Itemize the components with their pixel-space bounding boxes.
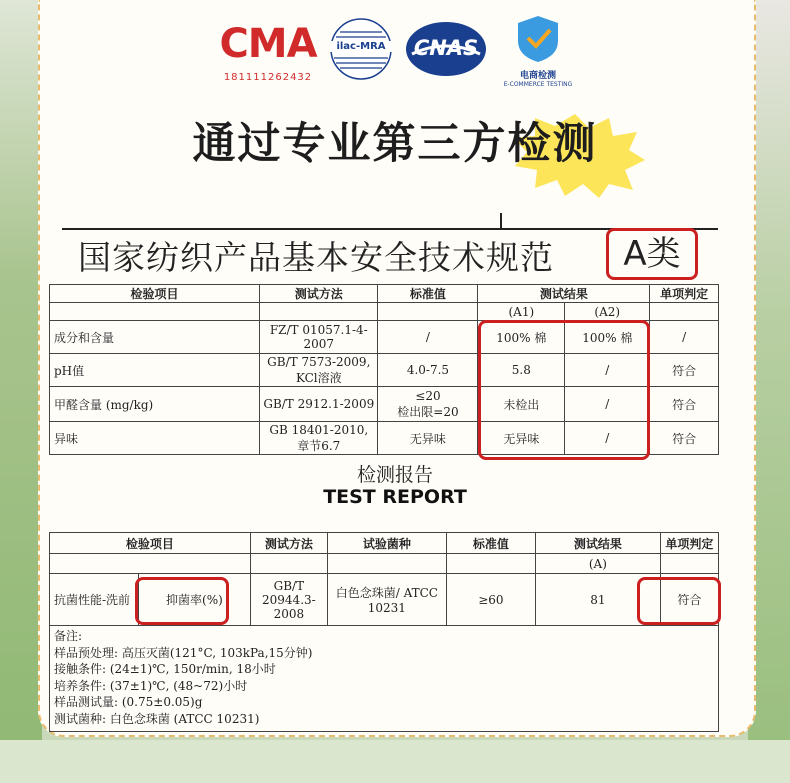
t1-item: pH值	[50, 354, 260, 387]
ecommerce-en-text: E-COMMERCE TESTING	[503, 81, 573, 88]
t1-sub-a1: (A1)	[478, 303, 565, 321]
cma-number: 181111262432	[223, 72, 313, 83]
t1-a1: 100% 棉	[478, 321, 565, 354]
t2-sub-item: 抑菌率(%)	[139, 574, 251, 626]
results-highlight	[478, 320, 650, 460]
note-line: 培养条件: (37±1)℃, (48~72)小时	[54, 678, 248, 693]
headline-text: 通过专业第三方检测	[192, 119, 598, 169]
t2-standard: ≥60	[446, 574, 535, 626]
t1-standard: /	[378, 321, 478, 354]
note-line: 备注:	[54, 629, 83, 643]
t2-header-method: 测试方法	[250, 533, 327, 554]
t2-header-standard: 标准值	[446, 533, 535, 554]
t1-a2: /	[565, 422, 650, 455]
t2-method: GB/T 20944.3-2008	[250, 574, 327, 626]
bottom-background	[0, 740, 790, 783]
t1-header-item: 检验项目	[50, 285, 260, 303]
t1-standard: 无异味	[378, 422, 478, 455]
t1-sub-a2: (A2)	[565, 303, 650, 321]
report-notes	[49, 626, 719, 732]
standard-title: 国家纺织产品基本安全技术规范	[78, 238, 554, 277]
t1-header-method: 测试方法	[260, 285, 378, 303]
t1-a1: 未检出	[478, 387, 565, 422]
verdict-highlight	[637, 577, 721, 625]
cma-mark: CMA	[219, 21, 317, 67]
t1-verdict: 符合	[650, 354, 719, 387]
cnas-logo	[404, 20, 488, 78]
certification-logos	[0, 14, 790, 94]
t1-standard: 4.0-7.5	[378, 354, 478, 387]
t1-standard-note: 检出限=20	[397, 404, 459, 419]
t1-a2: /	[565, 387, 650, 422]
note-line: 接触条件: (24±1)℃, 150r/min, 18小时	[54, 662, 276, 676]
t2-header-strain: 试验菌种	[327, 533, 446, 554]
t2-verdict: 符合	[660, 574, 718, 626]
t1-a1: 5.8	[478, 354, 565, 387]
t2-strain: 白色念珠菌/ ATCC 10231	[327, 574, 446, 626]
t1-method: GB 18401-2010, 章节6.7	[260, 422, 378, 455]
ecommerce-cn-text: 电商检测	[519, 71, 556, 81]
t1-header-standard: 标准值	[378, 285, 478, 303]
cnas-text: CNAS	[413, 36, 479, 60]
note-line: 测试菌种: 白色念珠菌 (ATCC 10231)	[54, 711, 260, 726]
t1-a1: 无异味	[478, 422, 565, 455]
t1-verdict: 符合	[650, 387, 719, 422]
t1-standard-cell	[378, 387, 478, 422]
rate-highlight	[135, 577, 229, 625]
class-badge: A类	[606, 228, 698, 280]
t1-verdict: 符合	[650, 422, 719, 455]
t1-header-result: 测试结果	[478, 285, 650, 303]
t2-sub-a: (A)	[535, 554, 660, 574]
t1-method: GB/T 2912.1-2009	[260, 387, 378, 422]
t2-result: 81	[535, 574, 660, 626]
t1-method: FZ/T 01057.1-4-2007	[260, 321, 378, 354]
report-title-en: TEST REPORT	[323, 486, 467, 508]
t1-item: 甲醛含量 (mg/kg)	[50, 387, 260, 422]
t1-item: 成分和含量	[50, 321, 260, 354]
t2-header-verdict: 单项判定	[660, 533, 718, 554]
t1-a2: /	[565, 354, 650, 387]
cma-logo	[218, 22, 318, 86]
note-line: 样品预处理: 高压灭菌(121°C, 103kPa,15分钟)	[54, 645, 313, 660]
ilac-mra-logo	[330, 18, 392, 80]
report-title-cn: 检测报告	[356, 464, 433, 486]
t1-a2: 100% 棉	[565, 321, 650, 354]
note-line: 样品测试量: (0.75±0.05)g	[54, 695, 203, 709]
t2-header-item: 检验项目	[50, 533, 251, 554]
headline	[0, 110, 790, 171]
ecommerce-testing-logo	[496, 14, 580, 90]
ilac-mra-text: ilac-MRA	[330, 41, 392, 52]
t1-header-verdict: 单项判定	[650, 285, 719, 303]
t2-item: 抗菌性能-洗前	[50, 574, 139, 626]
t2-header-result: 测试结果	[535, 533, 660, 554]
t1-item: 异味	[50, 422, 260, 455]
t1-standard: ≤20	[415, 388, 441, 403]
t1-verdict: /	[650, 321, 719, 354]
rule-tick	[500, 213, 502, 229]
t1-method: GB/T 7573-2009, KCl溶液	[260, 354, 378, 387]
